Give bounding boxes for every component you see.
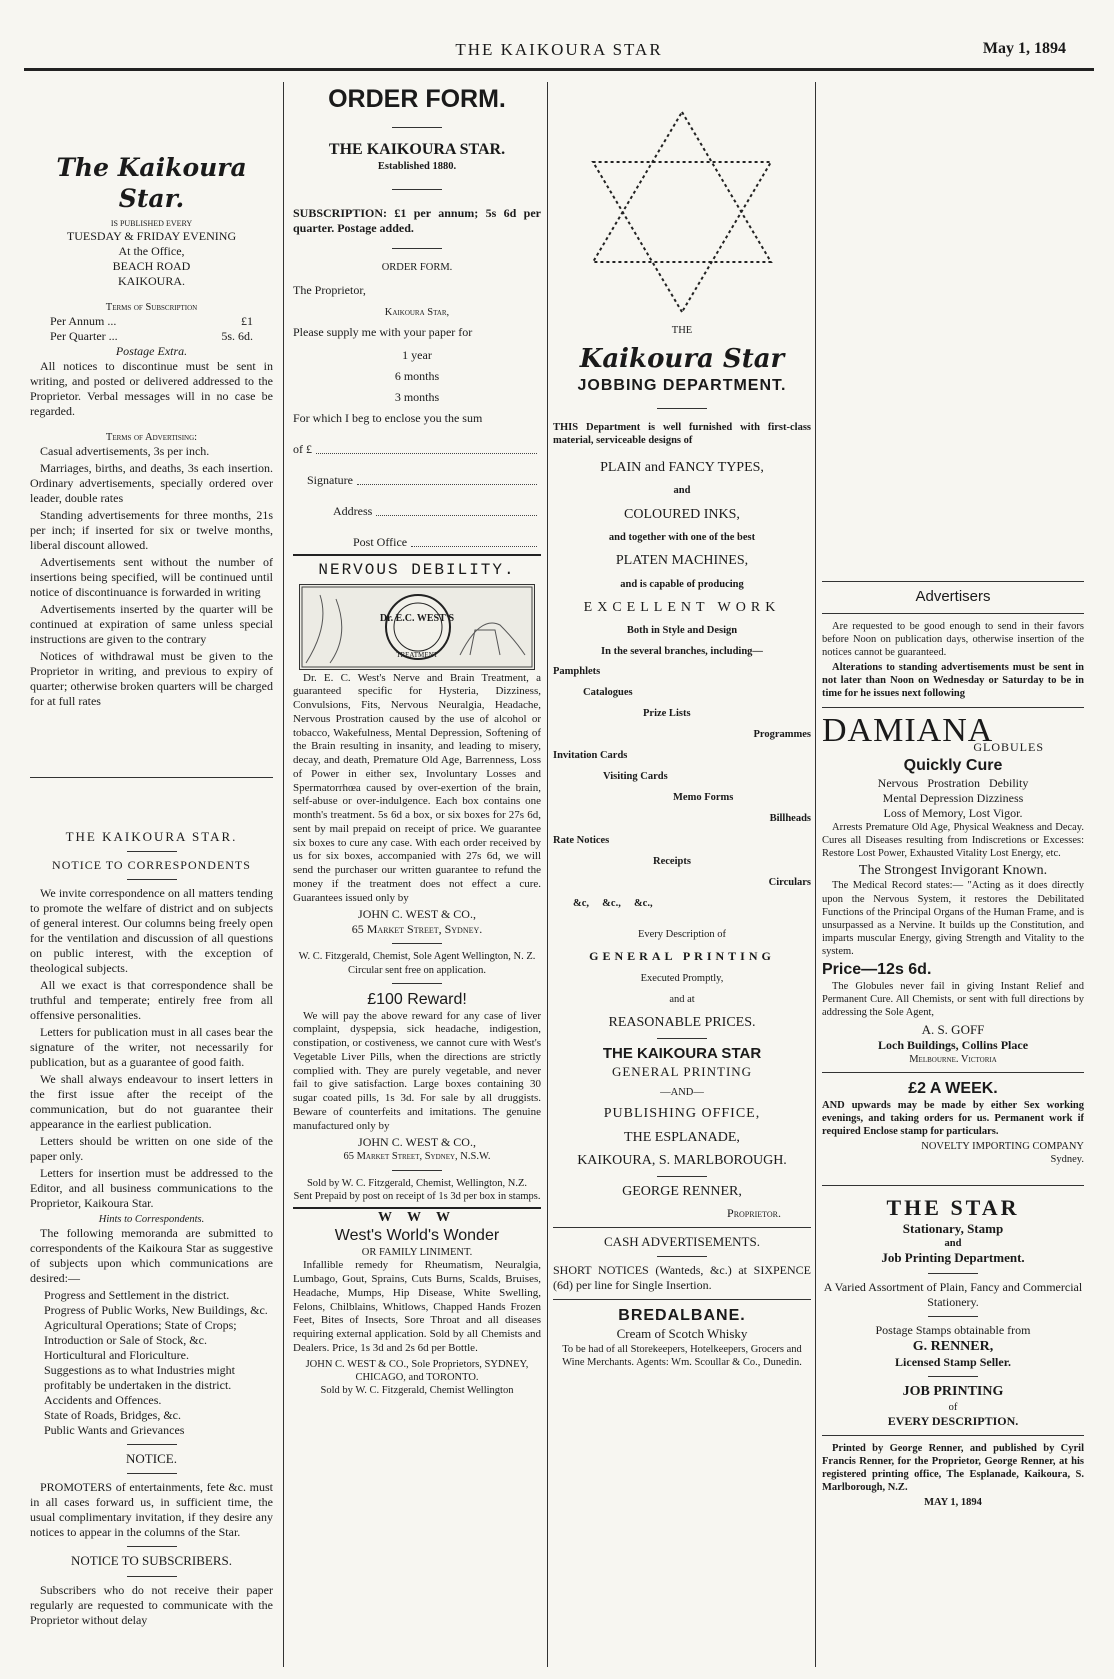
short-rule: [127, 1546, 177, 1547]
short-rule: [392, 983, 442, 984]
renner-name: GEORGE RENNER,: [622, 1183, 742, 1199]
badge-sublabel: TREATMENT: [396, 650, 438, 659]
market-address: 65 Market Street, Sydney, N.S.W.: [343, 1151, 491, 1163]
short-rule: [928, 1316, 978, 1317]
notice-text: PROMOTERS of entertainments, fete &c. must in all cases forward us, in sufficient time, the usual complimentary invitation, if they desire any notices to appear in the columns of the Star.: [30, 1480, 273, 1540]
of-line: of: [948, 1401, 958, 1413]
office-road: BEACH ROAD: [112, 258, 191, 273]
nervous-debility-heading: NERVOUS DEBILITY.: [318, 560, 516, 579]
correspondents-paragraph: Letters for insertion must be addressed to the Editor, and all business communications to the Proprietor, Kaikoura Star.: [30, 1166, 273, 1210]
office-line: At the Office,: [118, 243, 185, 258]
newspaper-title: THE KAIKOURA STAR: [455, 40, 663, 59]
subscription-rates: SUBSCRIPTION: £1 per annum; 5s 6d per quarter. Postage added.: [293, 206, 541, 236]
and-at: and at: [669, 994, 695, 1006]
paper-title: THE KAIKOURA STAR.: [328, 141, 506, 159]
platen-line: PLATEN MACHINES,: [615, 553, 749, 569]
types-line: PLAIN and FANCY TYPES,: [600, 459, 764, 475]
page-header: [24, 30, 1094, 70]
short-rule: [657, 1256, 707, 1257]
established-line: Established 1880.: [377, 161, 457, 173]
excellent-work: EXCELLENT WORK: [583, 599, 781, 615]
reward-heading: £100 Reward!: [367, 990, 467, 1008]
postage-note: Postage Extra.: [115, 343, 188, 358]
discontinue-notice: All notices to discontinue must be sent in writing, and posted or delivered addressed to the Proprietor. Verbal messages will in no case be regarded.: [30, 358, 273, 418]
sold-by-line: Sold by W. C. Fitzgerald, Chemist Wellington: [320, 1384, 514, 1396]
post-office-field: Post Office: [293, 535, 541, 550]
option-3-months: 3 months: [394, 389, 440, 404]
notice-heading: NOTICE.: [126, 1451, 177, 1467]
subscribers-heading: NOTICE TO SUBSCRIBERS.: [71, 1553, 232, 1569]
correspondents-paragraph: The following memoranda are submitted to correspondents of the Kaikoura Star as suggestive of subjects upon which communications are desired:—: [30, 1226, 273, 1286]
service-item: Circulars: [768, 876, 811, 888]
job-department: Job Printing Department.: [881, 1250, 1025, 1266]
adv-term: Marriages, births, and deaths, 3s each insertion. Ordinary advertisements, specially ordered over leader, double rates: [30, 460, 273, 505]
cash-heading: CASH ADVERTISEMENTS.: [604, 1234, 760, 1249]
option-6-months: 6 months: [394, 368, 440, 383]
address-field: Address: [293, 504, 541, 519]
correspondents-paragraph: Letters should be written on one side of the paper only.: [30, 1134, 273, 1163]
enclose-line: For which I beg to enclose you the sum: [293, 410, 483, 425]
service-item: Receipts: [653, 855, 691, 867]
option-1-year: 1 year: [402, 347, 432, 362]
wonder-text: Infallible remedy for Rheumatism, Neuralgia, Lumbago, Gout, Sprains, Cuts Burns, Scalds, Bruises, Headache, Mumps, Hip Disease, White Swelling, Felons, Chilblains, Whitlows, Chapped Hands Frozen Feet, Bites of Insects, Sore Throat and all diseases requiring external application. Sold by all Chemists and Dealers. Price, 1s 3d and 2s 6d per Bottle.: [293, 1259, 541, 1354]
short-rule: [127, 879, 177, 880]
short-rule: [392, 943, 442, 944]
service-item: Memo Forms: [673, 792, 734, 804]
order-form-heading: ORDER FORM.: [328, 85, 506, 113]
masthead: The Kaikoura Star.: [56, 153, 247, 214]
symptom-line: Mental Depression Dizziness: [882, 790, 1024, 805]
service-item: Rate Notices: [553, 834, 610, 846]
proprietor-label: Proprietor.: [727, 1206, 781, 1220]
services-list: [553, 665, 811, 911]
price-line: Price—12s 6d.: [822, 961, 932, 979]
department-text: THIS Department is well furnished with first-class material, serviceable designs of: [553, 421, 811, 446]
please-supply: Please supply me with your paper for: [293, 324, 473, 339]
the-label: THE: [671, 325, 693, 336]
service-item: &c, &c., &c.,: [573, 897, 653, 909]
short-rule: [127, 851, 177, 852]
section-rule: [822, 1072, 1084, 1073]
column-2: [293, 82, 541, 1667]
circular-line: Circular sent free on application.: [348, 964, 486, 976]
list-item: Agricultural Operations; State of Crops; Introduction or Sale of Stock, &c.: [44, 1318, 237, 1348]
service-item: Invitation Cards: [553, 750, 628, 761]
novelty-city: Sydney.: [1050, 1154, 1084, 1166]
section-rule: [30, 777, 273, 778]
wonder-heading: West's World's Wonder: [334, 1227, 500, 1245]
amount-field: of £: [293, 442, 541, 457]
prepaid-line: Sent Prepaid by post on receipt of 1s 3d per box in stamps.: [293, 1190, 541, 1202]
proprietor-line: The Proprietor,: [293, 282, 366, 297]
column-3: [553, 82, 811, 1667]
west-company: JOHN C. WEST & CO., Sole Proprietors, SYDNEY, CHICAGO, and TORONTO.: [305, 1358, 529, 1383]
short-rule: [928, 1273, 978, 1274]
and-separator: —AND—: [660, 1086, 704, 1098]
service-item: Pamphlets: [553, 665, 601, 677]
style-line: Both in Style and Design: [626, 625, 738, 637]
agent-name: A. S. GOFF: [921, 1021, 985, 1037]
short-rule: [392, 1170, 442, 1171]
capable-line: and is capable of producing: [620, 578, 744, 590]
varied-text: A Varied Assortment of Plain, Fancy and Commercial Stationery.: [823, 1279, 1083, 1309]
section-rule: [822, 1435, 1084, 1436]
section-rule: [553, 1227, 811, 1228]
west-company: JOHN C. WEST & CO.,: [358, 1135, 476, 1150]
arrests-text: Arrests Premature Old Age, Physical Weakness and Decay. Cures all Diseases resulting from Indiscretions or Excesses: Restore Lost Power, Exhausted Vitality Lost Energy, etc.: [822, 821, 1084, 859]
general-printing-2: GENERAL PRINTING: [611, 1063, 753, 1079]
short-rule: [127, 1473, 177, 1474]
symptom-line: Nervous Prostration Debility: [877, 775, 1029, 790]
and-line: and: [673, 485, 691, 497]
alterations-text: Alterations to standing advertisements must be sent in not later than Noon on Wednesday or Saturday to be in time for he issues next following: [822, 662, 1084, 700]
list-item: State of Roads, Bridges, &c.: [44, 1408, 181, 1423]
list-item: Suggestions as to what Industries might profitably be undertaken in the district.: [44, 1363, 235, 1393]
www-heading: W W W: [378, 1209, 456, 1225]
short-rule: [127, 1576, 177, 1577]
general-printing: GENERAL PRINTING: [589, 949, 775, 964]
esplanade-line: THE ESPLANADE,: [624, 1129, 740, 1145]
column-4: [822, 82, 1084, 1667]
short-rule: [928, 1376, 978, 1377]
branches-line: In the several branches, including—: [601, 646, 763, 658]
marlborough-line: KAIKOURA, S. MARLBOROUGH.: [577, 1153, 787, 1168]
short-rule: [657, 408, 707, 409]
per-annum-row: Per Annum ... £1: [50, 313, 253, 328]
short-rule: [392, 248, 442, 249]
service-item: Billheads: [769, 813, 811, 825]
licensed-line: Licensed Stamp Seller.: [895, 1355, 1011, 1370]
treatment-badge-illustration: [299, 584, 535, 670]
market-address: 65 Market Street, Sydney.: [351, 922, 483, 937]
correspondents-paragraph: We shall always endeavour to insert letters in the first issue after the receipt of the communication, but do not guarantee their appearance in the earliest publication.: [30, 1072, 273, 1131]
and-line: and: [944, 1238, 962, 1250]
agent-line: W. C. Fitzgerald, Chemist, Sole Agent Wellington, N. Z.: [298, 951, 536, 963]
correspondents-heading: NOTICE TO CORRESPONDENTS: [52, 858, 251, 872]
week-heading: £2 A WEEK.: [908, 1079, 998, 1097]
section-rule: [553, 1299, 811, 1300]
agent-address: Loch Buildings, Collins Place: [877, 1037, 1029, 1052]
correspondents-paragraph: All we exact is that correspondence shall be truthful and temperate; entirely free from all offensive personalities.: [30, 978, 273, 1022]
damiana-logo: [822, 711, 1084, 756]
publishing-office: PUBLISHING OFFICE,: [603, 1106, 761, 1121]
whisky-text: To be had of all Storekeepers, Hotelkeepers, Grocers and Wine Merchants. Agents: Wm. Scoullar & Co., Dunedin.: [562, 1343, 802, 1368]
subjects-list: [30, 1288, 273, 1438]
sold-by-line: Sold by W. C. Fitzgerald, Chemist, Wellington, N.Z.: [306, 1177, 528, 1189]
column-divider: [547, 82, 548, 1667]
advertising-terms-heading: Terms of Advertising:: [105, 431, 198, 443]
service-item: Catalogues: [583, 686, 633, 698]
week-text: AND upwards may be made by either Sex working evenings, and taking orders for us. Permanent work if required Enclose stamp for particulars.: [822, 1099, 1084, 1138]
service-item: Prize Lists: [643, 707, 691, 719]
short-rule: [392, 127, 442, 128]
adv-term: Notices of withdrawal must be given to the Proprietor in writing, and previous to expiry of quarter; otherwise broken quarters will be charged for at full rates: [30, 648, 273, 708]
reasonable-prices: REASONABLE PRICES.: [608, 1015, 756, 1031]
column-divider: [283, 82, 284, 1667]
stationary-line: Stationary, Stamp: [902, 1221, 1004, 1236]
nervous-text: Dr. E. C. West's Nerve and Brain Treatment, a guaranteed specific for Hysteria, Dizziness, Convulsions, Fits, Nervous Neuralgia, Headache, Nervous Prostration caused by the use of alcohol or tobacco, Wakefulness, Mental Depression, Softening of the Brain resulting in insanity, and leading to misery, decay, and death, Premature Old Age, Barrenness, Loss of Power in either sex, Involuntary Losses and Spermatorrhœa caused by over-exertion of the brain, self-abuse or over-indulgence. Each box contains one month's treatment. 5s 6d a box, or six boxes for 27s 6d, sent by mail prepaid on receipt of price. We guarantee six boxes to cure any case. With each order received by us for six boxes, accompanied with 27s 6d, we will send the purchaser our written guarantee to refund the money if the treatment does not effect a cure. Guarantees issued only by: [293, 671, 541, 904]
novelty-company: NOVELTY IMPORTING COMPANY: [921, 1141, 1084, 1153]
header-rule: [24, 68, 1094, 71]
adv-term: Casual advertisements, 3s per inch.: [40, 443, 210, 458]
postage-line: Postage Stamps obtainable from: [875, 1322, 1031, 1337]
inks-line: COLOURED INKS,: [624, 506, 740, 522]
globules-label: GLOBULES: [973, 739, 1044, 754]
correspondents-paragraph: Letters for publication must in all cases bear the signature of the writer, not necessarily for publication, but as a guarantee of good faith.: [30, 1025, 273, 1069]
quickly-cure: Quickly Cure: [903, 756, 1003, 774]
star-title: THE KAIKOURA STAR.: [65, 828, 238, 844]
order-form-label: ORDER FORM.: [381, 262, 453, 274]
column-1: [30, 82, 273, 1667]
section-rule: [822, 613, 1084, 614]
west-company: JOHN C. WEST & CO.,: [358, 907, 476, 922]
advertisers-text: Are requested to be good enough to send in their favors before Noon on publication days, otherwise insertion of the notices cannot be guaranteed.: [822, 620, 1084, 658]
section-rule: [822, 581, 1084, 582]
job-printing-heading: JOB PRINTING: [902, 1384, 1004, 1400]
list-item: Accidents and Offences.: [44, 1393, 162, 1408]
office-town: KAIKOURA.: [118, 273, 185, 288]
medical-text: The Medical Record states:— "Acting as it does directly upon the Nervous System, it restores the Debilitated Functions of the Principal Organs of the Human Frame, and is unsurpassed as a Nervine. It builds up the Constitution, and imparts muscular Energy, giving Strength and Vitality to the system.: [822, 880, 1084, 957]
adv-term: Advertisements inserted by the quarter will be continued at expiration of same unless special instructions are given to the contrary: [30, 601, 273, 646]
jobbing-heading: JOBBING DEPARTMENT.: [577, 376, 787, 394]
imprint-text: Printed by George Renner, and published by Cyril Francis Renner, for the Proprietor, George Renner, at his registered printing office, The Esplanade, Kaikoura, S. Marlborough, N.Z.: [822, 1442, 1084, 1494]
list-item: Public Wants and Grievances: [44, 1423, 185, 1438]
reward-text: We will pay the above reward for any case of liver complaint, dyspepsia, sick headache, indigestion, constipation, or costiveness, we cannot cure with West's Vegetable Liver Pills, when the directions are strictly complied with. They are purely vegetable, and never fail to give satisfaction. Large boxes containing 30 sugar coated pills, 1s 3d. For sale by all druggists. Beware of counterfeits and imitations. The genuine manufactured only by: [293, 1009, 541, 1132]
short-rule: [657, 1038, 707, 1039]
star-heading: THE STAR: [886, 1194, 1020, 1220]
star-of-david-icon: [553, 102, 811, 322]
section-rule: [822, 707, 1084, 708]
column-divider: [815, 82, 816, 1667]
advertisers-heading: Advertisers: [915, 588, 991, 605]
platen-intro: and together with one of the best: [608, 532, 756, 543]
adv-term: Advertisements sent without the number of insertions being specified, will be continued until notice of discontinuance is forwarded in writing: [30, 554, 273, 599]
jobbing-masthead: Kaikoura Star: [579, 344, 785, 375]
liniment-line: OR FAMILY LINIMENT.: [361, 1247, 473, 1259]
correspondents-paragraph: We invite correspondence on all matters tending to promote the welfare of district and on subjects of general interest. Our columns being freely open for the ventilation and discussion of all questions on public interest, with the exception of theological subjects.: [30, 886, 273, 975]
adv-term: Standing advertisements for three months, 21s per inch; if inserted for six or twelve months, liberal discount allowed.: [30, 507, 273, 552]
signature-field: Signature: [293, 473, 541, 488]
every-description: EVERY DESCRIPTION.: [887, 1413, 1019, 1428]
strongest-heading: The Strongest Invigorant Known.: [858, 862, 1048, 878]
renner-name: G. RENNER,: [912, 1338, 994, 1354]
per-quarter-row: Per Quarter ... 5s. 6d.: [50, 328, 253, 343]
service-item: Programmes: [753, 728, 811, 740]
section-rule: [822, 1185, 1084, 1186]
whisky-line: Cream of Scotch Whisky: [616, 1326, 748, 1342]
hints-heading: Hints to Correspondents.: [98, 1214, 205, 1225]
list-item: Progress and Settlement in the district.: [44, 1288, 230, 1303]
badge-label: Dr. E.C. WEST'S: [379, 612, 455, 624]
symptom-line: Loss of Memory, Lost Vigor.: [883, 805, 1023, 820]
subscribers-text: Subscribers who do not receive their paper regularly are requested to communicate with the Proprietor without delay: [30, 1582, 273, 1627]
damiana-heading: DAMIANA: [822, 711, 994, 749]
bredalbane-heading: BREDALBANE.: [618, 1307, 746, 1325]
imprint-date: MAY 1, 1894: [924, 1497, 982, 1509]
published-line: IS PUBLISHED EVERY: [110, 218, 193, 228]
list-item: Horticultural and Floriculture.: [44, 1348, 189, 1363]
service-item: Visiting Cards: [603, 771, 668, 783]
publishing-heading: THE KAIKOURA STAR: [602, 1044, 762, 1062]
short-rule: [392, 189, 442, 190]
short-rule: [657, 1176, 707, 1177]
issue-date: May 1, 1894: [982, 40, 1066, 57]
list-item: Progress of Public Works, New Buildings, &c.: [44, 1303, 268, 1318]
kaikoura-star-line: Kaikoura Star,: [384, 306, 450, 318]
publication-days: TUESDAY & FRIDAY EVENING: [66, 228, 237, 243]
executed-line: Executed Promptly,: [640, 973, 724, 985]
cash-text: SHORT NOTICES (Wanteds, &c.) at SIXPENCE (6d) per line for Single Insertion.: [553, 1263, 811, 1293]
every-description: Every Description of: [637, 929, 727, 940]
subscription-terms-heading: Terms of Subscription: [105, 301, 198, 313]
short-rule: [127, 1444, 177, 1445]
globules-text: The Globules never fail in giving Instant Relief and Permanent Cure. All Chemists, or sent with full directions by addressing the Sole Agent,: [822, 981, 1084, 1019]
agent-city: Melbourne. Victoria: [909, 1053, 997, 1065]
